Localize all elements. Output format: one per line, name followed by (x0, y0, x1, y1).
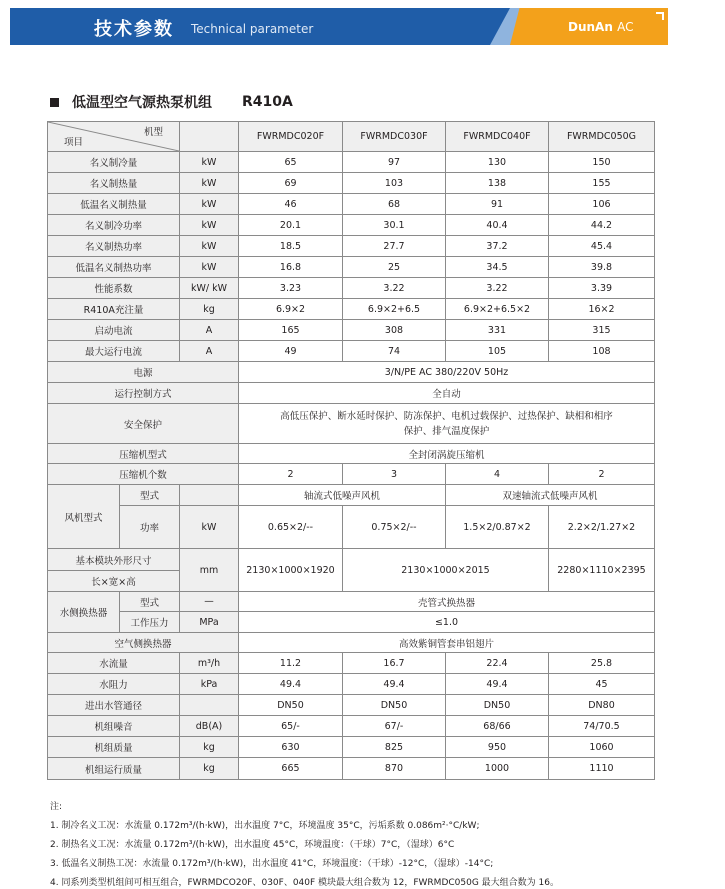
model-header: FWRMDC040F (446, 122, 549, 152)
table-row (48, 464, 655, 485)
cell: 3.22 (446, 278, 549, 299)
cell: 74/70.5 (549, 716, 655, 737)
row-label: 名义制冷功率 (48, 215, 180, 236)
table-row (48, 236, 655, 257)
corner-label-item: 项目 (64, 137, 84, 148)
unit-cell: kW (180, 257, 239, 278)
row-value: 全自动 (239, 383, 655, 404)
cell: 950 (446, 737, 549, 758)
table-row (48, 674, 655, 695)
table-row (48, 257, 655, 278)
cell: 49.4 (446, 674, 549, 695)
bullet-square-icon (50, 98, 59, 107)
cell: DN50 (343, 695, 446, 716)
sub-label: 功率 (120, 506, 180, 549)
cell: 665 (239, 758, 343, 780)
table-row (48, 278, 655, 299)
sub-label: 工作压力 (120, 612, 180, 633)
unit-cell: kW (180, 194, 239, 215)
row-value: 全封闭涡旋压缩机 (239, 444, 655, 464)
row-label: 水流量 (48, 653, 180, 674)
unit-cell: kW (180, 506, 239, 549)
table-row (48, 612, 655, 633)
unit-cell: kW (180, 152, 239, 173)
header-title-cn: 技术参数 (94, 19, 174, 40)
row-label: 水侧换热器 (48, 592, 120, 633)
brand-logo: DunAn AC (568, 20, 634, 34)
note-line: 1. 制冷名义工况：水流量 0.172m³/(h·kW)，出水温度 7°C，环境温度 35°C，污垢系数 0.086m²·°C/kW; (50, 821, 480, 831)
corner-label-model: 机型 (144, 126, 164, 138)
unit-cell: kW/ kW (180, 278, 239, 299)
table-row (48, 341, 655, 362)
unit-cell: kg (180, 737, 239, 758)
cell: DN50 (446, 695, 549, 716)
sub-label: 型式 (120, 485, 180, 506)
cell: 16.7 (343, 653, 446, 674)
table-row (48, 716, 655, 737)
cell: 130 (446, 152, 549, 173)
row-label: 压缩机型式 (48, 444, 239, 464)
cell: 双速轴流式低噪声风机 (446, 485, 655, 506)
unit-cell (180, 695, 239, 716)
unit-cell: A (180, 320, 239, 341)
table-row (48, 485, 655, 506)
cell: 45.4 (549, 236, 655, 257)
cell: 16.8 (239, 257, 343, 278)
cell: 16×2 (549, 299, 655, 320)
cell: 25 (343, 257, 446, 278)
cell: 3.39 (549, 278, 655, 299)
header-title-en: Technical parameter (191, 22, 314, 36)
cell: 39.8 (549, 257, 655, 278)
row-label: 启动电流 (48, 320, 180, 341)
section-title-text: 低温型空气源热泵机组 (72, 95, 212, 111)
row-label: 风机型式 (48, 485, 120, 549)
cell: 150 (549, 152, 655, 173)
section-title (50, 92, 293, 112)
row-label: 基本模块外形尺寸 (48, 549, 180, 571)
cell: 825 (343, 737, 446, 758)
table-row (48, 362, 655, 383)
cell: 97 (343, 152, 446, 173)
note-line: 2. 制热名义工况：水流量 0.172m³/(h·kW)，出水温度 45°C，环境温度：（干球）7°C，（湿球）6°C (50, 840, 455, 850)
cell: 91 (446, 194, 549, 215)
cell: 2130×1000×1920 (239, 549, 343, 592)
row-label: 名义制热量 (48, 173, 180, 194)
cell: 25.8 (549, 653, 655, 674)
cell: 165 (239, 320, 343, 341)
table-row (48, 737, 655, 758)
cell: 2130×1000×2015 (343, 549, 549, 592)
cell: 37.2 (446, 236, 549, 257)
cell: 67/- (343, 716, 446, 737)
notes (50, 798, 559, 889)
table-row (48, 383, 655, 404)
cell: 2 (549, 464, 655, 485)
unit-cell: A (180, 341, 239, 362)
cell: 高效紫铜管套串铝翅片 (239, 633, 655, 653)
row-label: 性能系数 (48, 278, 180, 299)
cell: DN80 (549, 695, 655, 716)
cell: 18.5 (239, 236, 343, 257)
cell: 155 (549, 173, 655, 194)
unit-cell: kPa (180, 674, 239, 695)
cell: 870 (343, 758, 446, 780)
unit-cell: mm (180, 549, 239, 592)
table-row (48, 633, 655, 653)
table-header-row (48, 122, 655, 152)
cell: 6.9×2 (239, 299, 343, 320)
cell: 105 (446, 341, 549, 362)
cell: 49.4 (343, 674, 446, 695)
cell: 49 (239, 341, 343, 362)
cell: 3 (343, 464, 446, 485)
row-label: 长×宽×高 (48, 571, 180, 592)
corner-mark-icon (656, 12, 664, 20)
cell: 74 (343, 341, 446, 362)
row-label: 空气侧换热器 (48, 633, 239, 653)
cell: 106 (549, 194, 655, 215)
row-label: 低温名义制热功率 (48, 257, 180, 278)
table-row (48, 758, 655, 780)
note-line: 3. 低温名义制热工况：水流量 0.172m³/(h·kW)，出水温度 41°C，环境温度：（干球）-12°C，（湿球）-14°C; (50, 859, 494, 869)
table-row (48, 320, 655, 341)
note-line: 4. 同系列类型机组间可相互组合，FWRMDCO20F、030F、040F 模块最大组合数为 12，FWRMDC050G 最大组合数为 16。 (50, 878, 559, 888)
row-label: 水阻力 (48, 674, 180, 695)
cell: 11.2 (239, 653, 343, 674)
row-label: 机组运行质量 (48, 758, 180, 780)
cell: 40.4 (446, 215, 549, 236)
table-row (48, 549, 655, 571)
table-row (48, 173, 655, 194)
cell: 4 (446, 464, 549, 485)
table-row (48, 506, 655, 549)
row-label: R410A充注量 (48, 299, 180, 320)
cell: 65 (239, 152, 343, 173)
row-label: 名义制冷量 (48, 152, 180, 173)
cell: 3.22 (343, 278, 446, 299)
cell: 1110 (549, 758, 655, 780)
cell: 壳管式换热器 (239, 592, 655, 612)
row-label: 机组噪音 (48, 716, 180, 737)
cell: 138 (446, 173, 549, 194)
unit-cell: kg (180, 299, 239, 320)
cell: 3.23 (239, 278, 343, 299)
cell: 45 (549, 674, 655, 695)
row-value (239, 404, 655, 444)
table-row (48, 194, 655, 215)
row-label: 电源 (48, 362, 239, 383)
model-header: FWRMDC030F (343, 122, 446, 152)
cell: DN50 (239, 695, 343, 716)
row-label: 机组质量 (48, 737, 180, 758)
cell: 331 (446, 320, 549, 341)
section-refrigerant: R410A (242, 94, 293, 110)
cell: 0.65×2/-- (239, 506, 343, 549)
row-label: 运行控制方式 (48, 383, 239, 404)
unit-cell: kW (180, 173, 239, 194)
row-label: 低温名义制热量 (48, 194, 180, 215)
unit-cell: dB(A) (180, 716, 239, 737)
model-header: FWRMDC050G (549, 122, 655, 152)
cell: 1000 (446, 758, 549, 780)
cell: 34.5 (446, 257, 549, 278)
cell: 27.7 (343, 236, 446, 257)
unit-cell: kg (180, 758, 239, 780)
header-banner (10, 8, 668, 45)
notes-title: 注: (50, 802, 63, 812)
table-row (48, 695, 655, 716)
cell: 65/- (239, 716, 343, 737)
cell: 68/66 (446, 716, 549, 737)
spec-table (47, 121, 655, 780)
unit-cell: kW (180, 236, 239, 257)
row-label: 安全保护 (48, 404, 239, 444)
cell: 2.2×2/1.27×2 (549, 506, 655, 549)
row-label: 进出水管通径 (48, 695, 180, 716)
cell: 2280×1110×2395 (549, 549, 655, 592)
cell: 630 (239, 737, 343, 758)
safety-line-1: 高低压保护、断水延时保护、防冻保护、电机过载保护、过热保护、缺相和相序 (280, 410, 613, 422)
cell: 0.75×2/-- (343, 506, 446, 549)
cell: 69 (239, 173, 343, 194)
unit-cell: kW (180, 215, 239, 236)
table-row (48, 592, 655, 612)
row-label: 最大运行电流 (48, 341, 180, 362)
cell: 2 (239, 464, 343, 485)
unit-cell: m³/h (180, 653, 239, 674)
header-corner-cell-model (144, 122, 239, 152)
row-label: 名义制热功率 (48, 236, 180, 257)
table-row (48, 444, 655, 464)
cell: 44.2 (549, 215, 655, 236)
cell: 108 (549, 341, 655, 362)
unit-cell: — (180, 592, 239, 612)
table-row (48, 152, 655, 173)
safety-line-2: 保护、排气温度保护 (403, 425, 490, 437)
model-header: FWRMDC020F (239, 122, 343, 152)
sub-label: 型式 (120, 592, 180, 612)
cell: 30.1 (343, 215, 446, 236)
unit-cell (180, 485, 239, 506)
cell: 315 (549, 320, 655, 341)
cell: 6.9×2+6.5×2 (446, 299, 549, 320)
table-row (48, 215, 655, 236)
row-value: 3/N/PE AC 380/220V 50Hz (239, 362, 655, 383)
cell: 20.1 (239, 215, 343, 236)
row-label: 压缩机个数 (48, 464, 239, 485)
unit-cell: MPa (180, 612, 239, 633)
cell: 1060 (549, 737, 655, 758)
cell: 1.5×2/0.87×2 (446, 506, 549, 549)
cell: 46 (239, 194, 343, 215)
table-row (48, 653, 655, 674)
table-row (48, 404, 655, 444)
cell: 6.9×2+6.5 (343, 299, 446, 320)
cell: ≤1.0 (239, 612, 655, 633)
cell: 轴流式低噪声风机 (239, 485, 446, 506)
cell: 49.4 (239, 674, 343, 695)
cell: 308 (343, 320, 446, 341)
cell: 103 (343, 173, 446, 194)
cell: 68 (343, 194, 446, 215)
table-row (48, 299, 655, 320)
cell: 22.4 (446, 653, 549, 674)
